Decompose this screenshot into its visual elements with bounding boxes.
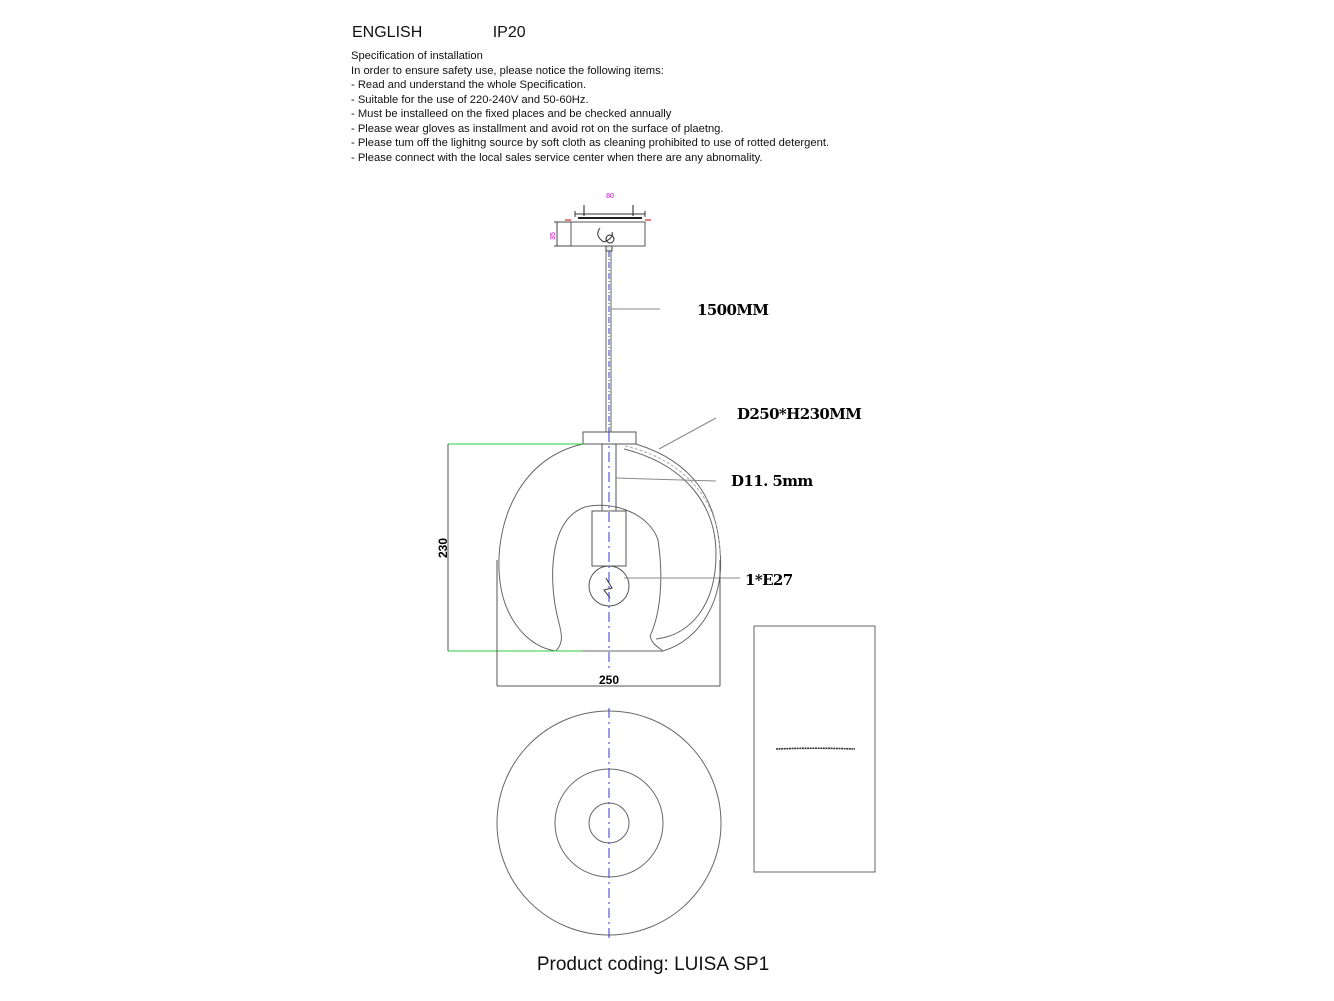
spec-item: - Must be installeed on the fixed places and be checked annually [351, 108, 672, 120]
spec-intro: In order to ensure safety use, please notice the following items: [351, 64, 664, 77]
spec-item: - Suitable for the use of 220-240V and 50-60Hz. [351, 93, 589, 106]
ceiling-canopy [554, 205, 651, 251]
shade-size-label: D250*H230MM [737, 405, 862, 423]
product-coding-text: Product coding: LUISA SP1 [536, 954, 770, 975]
product-coding [0, 954, 1334, 976]
language-label: ENGLISH [352, 24, 423, 41]
tube-diameter-label: D11. 5mm [731, 472, 813, 490]
tube-leader-line [616, 478, 716, 481]
spec-item: - Please connect with the local sales service center when there are any abnomality. [351, 151, 763, 164]
spec-item: - Please wear gloves as installment and avoid rot on the surface of plaetng. [351, 122, 724, 135]
side-panel [754, 626, 875, 872]
spec-title: Specification of installation [351, 50, 483, 62]
cable-length-label: 1500MM [697, 301, 769, 319]
canopy-width-dim: 80 [606, 193, 614, 200]
width-dim-label: 250 [598, 673, 620, 687]
suspension-cable [606, 251, 611, 432]
glass-shade [499, 432, 721, 651]
spec-item: - Read and understand the whole Specification. [351, 79, 587, 91]
top-view [497, 708, 721, 938]
height-dimension [448, 444, 583, 651]
height-dim-label: 230 [436, 537, 450, 559]
spec-item: - Please tum off the lighitng source by soft cloth as cleaning prohibited to use of rotted detergent. [351, 137, 830, 149]
ip-rating: IP20 [492, 24, 526, 41]
lamp-socket-label: 1*E27 [745, 571, 793, 589]
shade-leader-line [659, 418, 716, 449]
canopy-height-dim: 35 [550, 232, 557, 240]
